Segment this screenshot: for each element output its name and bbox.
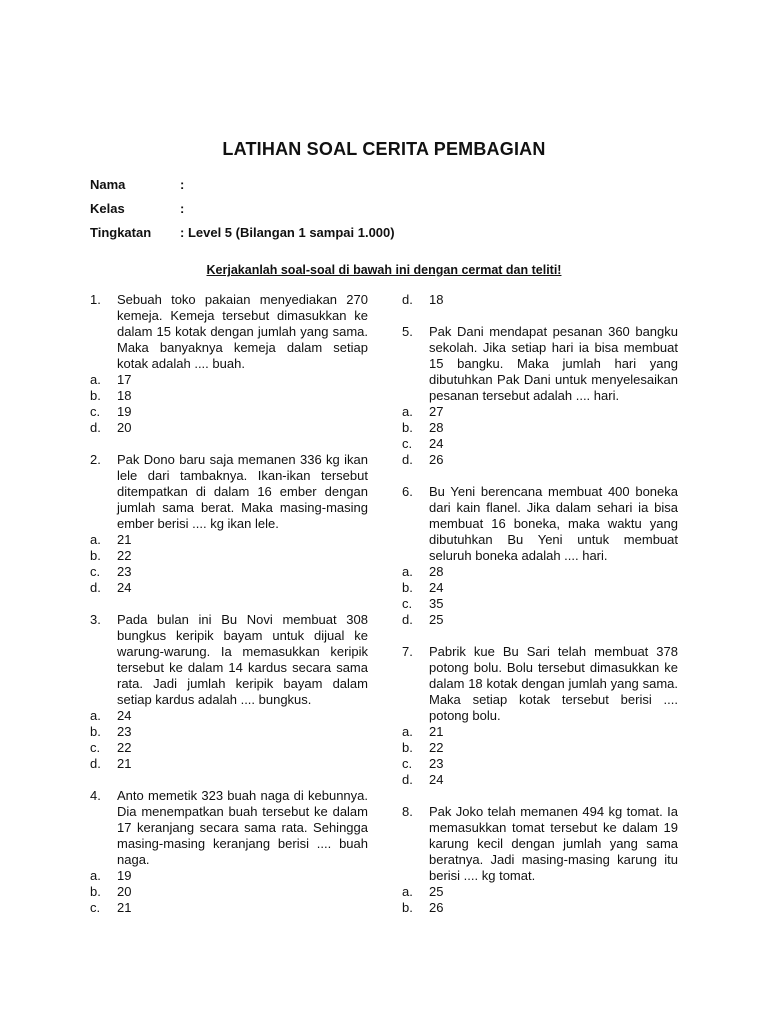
option-b: b. 28 bbox=[402, 420, 444, 435]
question-number: 4. bbox=[90, 788, 101, 803]
question-number: 2. bbox=[90, 452, 101, 467]
left-column bbox=[90, 292, 368, 932]
kelas-colon: : bbox=[180, 201, 185, 216]
tingkatan-label: Tingkatan bbox=[90, 225, 152, 240]
question-text: Pada bulan ini Bu Novi membuat 308 bungkus keripik bayam untuk dijual ke warung-warung. Ia memasukkan keripik tersebut ke dalam 14 kardus secara sama rata. Jadi jumlah keripik bayam dalam setiap kardus adalah .... bungkus. bbox=[117, 612, 368, 707]
nama-colon: : bbox=[180, 177, 185, 192]
question-text: Pabrik kue Bu Sari telah membuat 378 potong bolu. Bolu tersebut dimasukkan ke dalam 18 kotak dengan jumlah yang sama. Maka setiap kotak tersebut berisi .... potong bolu. bbox=[429, 644, 678, 723]
option-b: b. 20 bbox=[90, 884, 132, 899]
question-text: Pak Dono baru saja memanen 336 kg ikan lele dari tambaknya. Ikan-ikan tersebut ditempatkan di dalam 16 ember dengan jumlah sama berat. Maka masing-masing ember berisi .... kg ikan lele. bbox=[117, 452, 368, 531]
right-column bbox=[402, 292, 678, 932]
option-b: b. 24 bbox=[402, 580, 444, 595]
option-c: c. 21 bbox=[90, 900, 132, 915]
option-a: a. 17 bbox=[90, 372, 132, 387]
options-list bbox=[90, 372, 368, 436]
option-c: c. 23 bbox=[90, 564, 132, 579]
question-number: 6. bbox=[402, 484, 413, 499]
continued-option-d bbox=[402, 292, 678, 308]
question-text: Anto memetik 323 buah naga di kebunnya. Dia menempatkan buah tersebut ke dalam 17 keranjang secara sama rata. Sehingga masing-masing keranjang berisi .... buah naga. bbox=[117, 788, 368, 867]
question-6 bbox=[402, 484, 678, 628]
option-c: c. 24 bbox=[402, 436, 444, 451]
option-a: a. 19 bbox=[90, 868, 132, 883]
option-a: a. 25 bbox=[402, 884, 444, 899]
question-number: 5. bbox=[402, 324, 413, 339]
question-text: Bu Yeni berencana membuat 400 boneka dari kain flanel. Jika dalam sehari ia bisa membuat 16 boneka, maka waktu yang dibutuhkan Bu Yeni untuk membuat seluruh boneka adalah .... hari. bbox=[429, 484, 678, 563]
option-a: a. 21 bbox=[90, 532, 132, 547]
question-1 bbox=[90, 292, 368, 436]
option-a: a. 21 bbox=[402, 724, 444, 739]
question-3 bbox=[90, 612, 368, 772]
option-c: c. 23 bbox=[402, 756, 444, 771]
options-list bbox=[402, 724, 678, 788]
option-d: d. 25 bbox=[402, 612, 444, 627]
kelas-label: Kelas bbox=[90, 201, 125, 216]
question-4 bbox=[90, 788, 368, 916]
question-number: 7. bbox=[402, 644, 413, 659]
nama-label: Nama bbox=[90, 177, 126, 192]
option-d: d. 26 bbox=[402, 452, 444, 467]
options-list bbox=[90, 532, 368, 596]
options-list bbox=[402, 404, 678, 468]
option-d: d. 24 bbox=[90, 580, 132, 595]
options-list bbox=[90, 708, 368, 772]
question-text: Pak Dani mendapat pesanan 360 bangku sekolah. Jika setiap hari ia bisa membuat 15 bangku. Maka jumlah hari yang dibutuhkan Pak Dani untuk menyelesaikan pesanan tersebut adalah .... hari. bbox=[429, 324, 678, 403]
option-b: b. 23 bbox=[90, 724, 132, 739]
option-b: b. 22 bbox=[402, 740, 444, 755]
question-8 bbox=[402, 804, 678, 916]
option-d: d. 24 bbox=[402, 772, 444, 787]
option-c: c. 19 bbox=[90, 404, 132, 419]
question-2 bbox=[90, 452, 368, 596]
option-a: a. 24 bbox=[90, 708, 132, 723]
question-text: Pak Joko telah memanen 494 kg tomat. Ia memasukkan tomat tersebut ke dalam 19 karung kecil dengan jumlah yang sama beratnya. Jadi masing-masing karung itu berisi .... kg tomat. bbox=[429, 804, 678, 883]
options-list bbox=[90, 868, 368, 916]
option-a: a. 28 bbox=[402, 564, 444, 579]
question-5 bbox=[402, 324, 678, 468]
question-number: 1. bbox=[90, 292, 101, 307]
options-list bbox=[402, 564, 678, 628]
question-number: 3. bbox=[90, 612, 101, 627]
option-d: d. 20 bbox=[90, 420, 132, 435]
option-d: d. 21 bbox=[90, 756, 132, 771]
option-a: a. 27 bbox=[402, 404, 444, 419]
option-c: c. 35 bbox=[402, 596, 444, 611]
options-list bbox=[402, 292, 678, 308]
option-c: c. 22 bbox=[90, 740, 132, 755]
option-b: b. 22 bbox=[90, 548, 132, 563]
option-d: d. 18 bbox=[402, 292, 444, 307]
question-text: Sebuah toko pakaian menyediakan 270 kemeja. Kemeja tersebut dimasukkan ke dalam 15 kotak dengan jumlah yang sama. Maka banyaknya kemeja dalam setiap kotak adalah .... buah. bbox=[117, 292, 368, 371]
tingkatan-value: : Level 5 (Bilangan 1 sampai 1.000) bbox=[180, 225, 395, 240]
page-title: LATIHAN SOAL CERITA PEMBAGIAN bbox=[222, 139, 546, 159]
option-b: b. 18 bbox=[90, 388, 132, 403]
options-list bbox=[402, 884, 678, 916]
question-7 bbox=[402, 644, 678, 788]
option-b: b. 26 bbox=[402, 900, 444, 915]
instruction-text: Kerjakanlah soal-soal di bawah ini dengan cermat dan teliti! bbox=[206, 263, 562, 277]
question-number: 8. bbox=[402, 804, 413, 819]
